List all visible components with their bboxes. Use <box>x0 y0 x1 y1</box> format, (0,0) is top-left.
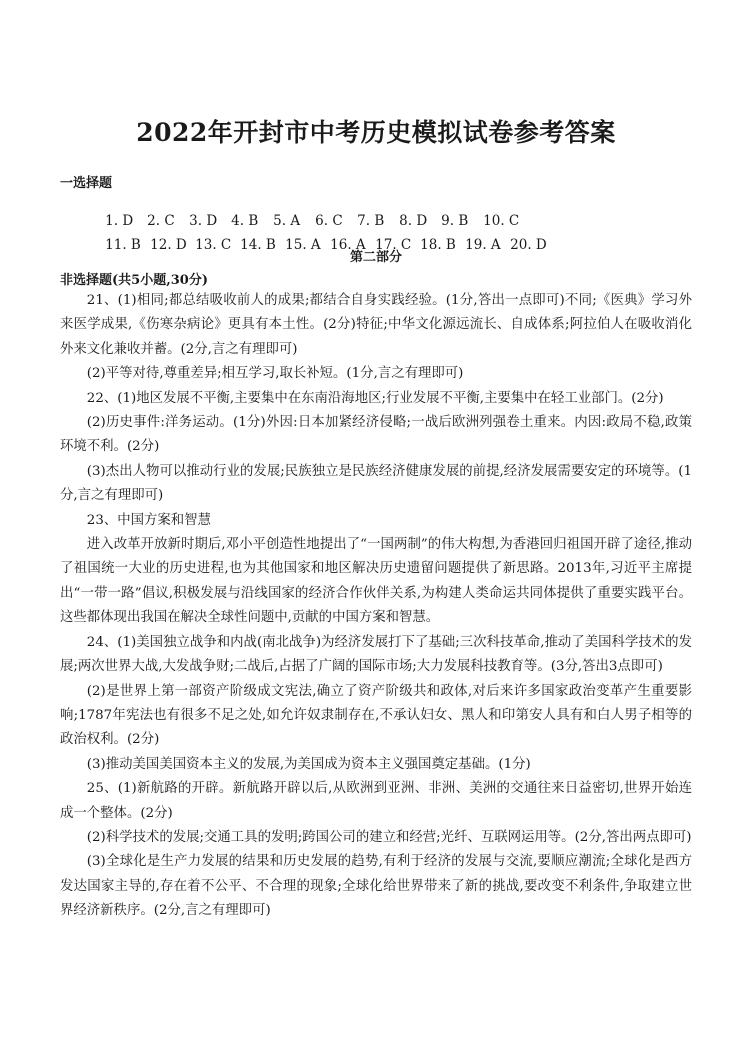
answer-item: 12. D <box>150 237 187 253</box>
answer-item: 19. A <box>465 237 501 253</box>
answer-item: 3. D <box>189 213 218 229</box>
answer-item: 16. A <box>330 237 366 253</box>
answer-paragraph-21-2: (2)平等对待,尊重差异;相互学习,取长补短。(1分,言之有理即可) <box>86 366 464 382</box>
answer-paragraph-24-3: (3)推动美国美国资本主义的发展,为美国成为资本主义强国奠定基础。(1分) <box>86 756 531 772</box>
answer-item: 18. B <box>420 237 456 253</box>
answer-paragraph-23-body: 进入改革开放新时期后,邓小平创造性地提出了“一国两制”的伟大构想,为香港回归祖国开辟了途径,推动了祖国统一大业的历史进程,也为其他国家和地区解决历史遗留问题提供了新思路。2013年,习近平主席提出“一带一路”倡议,积极发展与沿线国家的经济合作伙伴关系,为构建人类命运共同体提供了重要实践平台。这些都体现出我国在解决全球性问题中,贡献的中国方案和智慧。 <box>60 537 692 626</box>
answer-body <box>60 289 692 924</box>
answer-paragraph-25-1: 25、(1)新航路的开辟。新航路开辟以后,从欧洲到亚洲、非洲、美洲的交通往来日益密切,世界开始连成一个整体。(2分) <box>60 781 692 821</box>
answer-paragraph-22-2: (2)历史事件:洋务运动。(1分)外因:日本加紧经济侵略;一战后欧洲列强卷土重来。内因:政局不稳,政策环境不利。(2分) <box>60 415 692 455</box>
answer-item: 2. C <box>147 213 175 229</box>
answer-paragraph-22-3: (3)杰出人物可以推动行业的发展;民族独立是民族经济健康发展的前提,经济发展需要安定的环境等。(1分,言之有理即可) <box>60 463 692 504</box>
answer-item: 4. B <box>231 213 259 229</box>
part-two-heading: 第二部分 <box>349 250 402 265</box>
section-heading-choice: 一选择题 <box>60 176 113 191</box>
answer-paragraph-24-1: 24、(1)美国独立战争和内战(南北战争)为经济发展打下了基础;三次科技革命,推动了美国科学技术的发展;两次世界大战,大发战争财;二战后,占据了广阔的国际市场;大力发展科技教育等。(3分,答出3点即可) <box>60 634 692 675</box>
answer-item: 11. B <box>105 237 141 253</box>
answer-paragraph-25-3: (3)全球化是生产力发展的结果和历史发展的趋势,有利于经济的发展与交流,要顺应潮流;全球化是西方发达国家主导的,存在着不公平、不合理的现象;全球化给世界带来了新的挑战,要改变不利条件,争取建立世界经济新秩序。(2分,言之有理即可) <box>60 854 692 919</box>
answer-paragraph-24-2: (2)是世界上第一部资产阶级成文宪法,确立了资产阶级共和政体,对后来许多国家政治变革产生重要影响;1787年宪法也有很多不足之处,如允许奴隶制存在,不承认妇女、黑人和印第安人具有和白人男子相等的政治权利。(2分) <box>60 683 692 748</box>
answer-paragraph-23-heading: 23、中国方案和智慧 <box>86 512 211 528</box>
answer-item: 5. A <box>273 213 301 229</box>
answer-item: 10. C <box>483 213 520 229</box>
answer-item: 8. D <box>399 213 428 229</box>
page-title: 2022年开封市中考历史模拟试卷参考答案 <box>136 118 616 147</box>
answer-paragraph-22-1: 22、(1)地区发展不平衡,主要集中在东南沿海地区;行业发展不平衡,主要集中在轻工业部门。(2分) <box>86 390 664 406</box>
answer-paragraph-25-2: (2)科学技术的发展;交通工具的发明;跨国公司的建立和经营;光纤、互联网运用等。(2分,答出两点即可) <box>86 829 692 845</box>
answer-item: 17. C <box>375 237 412 253</box>
section-heading-nonchoice: 非选择题(共5小题,30分) <box>60 273 208 288</box>
answer-item: 20. D <box>510 237 547 253</box>
answer-item: 15. A <box>285 237 321 253</box>
answer-item: 14. B <box>240 237 276 253</box>
answer-item: 9. B <box>441 213 469 229</box>
answer-item: 6. C <box>315 213 343 229</box>
answer-item: 13. C <box>195 237 232 253</box>
answer-paragraph-21-1: 21、(1)相同;都总结吸收前人的成果;都结合自身实践经验。(1分,答出一点即可)不同;《医典》学习外来医学成果,《伤寒杂病论》更具有本土性。(2分)特征;中华文化源远流长、自成体系;阿拉伯人在吸收消化外来文化兼收并蓄。(2分,言之有理即可) <box>60 293 692 357</box>
answer-item: 7. B <box>357 213 385 229</box>
answer-item: 1. D <box>105 213 134 229</box>
